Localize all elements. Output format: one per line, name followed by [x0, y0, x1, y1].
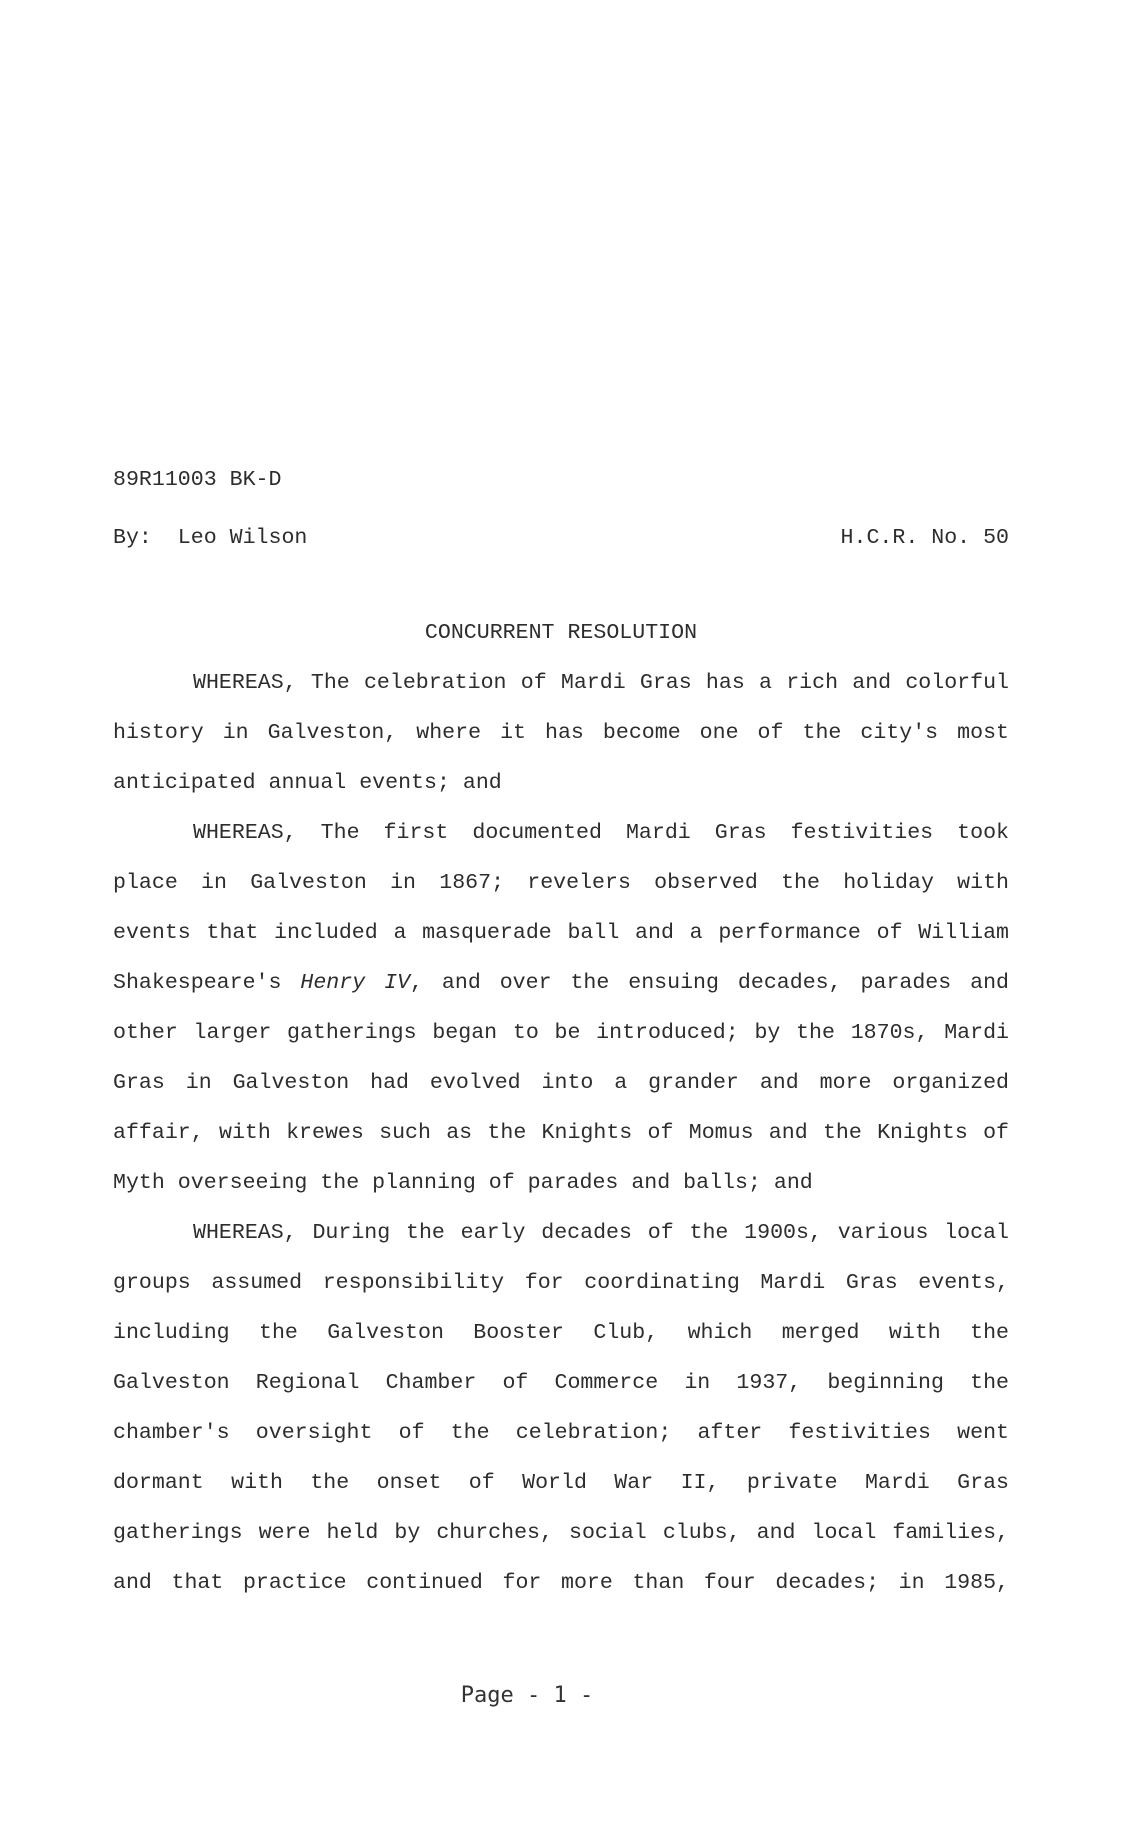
draft-number: 89R11003 BK-D: [113, 468, 282, 492]
body-text: anticipated annual events; and: [113, 771, 502, 795]
body-text: chamber's oversight of the celebration; after festivities went: [113, 1421, 1009, 1445]
body-text: groups assumed responsibility for coordinating Mardi Gras events,: [113, 1271, 1009, 1295]
body-line: [113, 708, 1009, 758]
body-text: Myth overseeing the planning of parades and balls; and: [113, 1171, 813, 1195]
body-text: gatherings were held by churches, social clubs, and local families,: [113, 1521, 1009, 1545]
body-line: [113, 1558, 1009, 1608]
body-line: [113, 1408, 1009, 1458]
resolution-title: CONCURRENT RESOLUTION: [424, 621, 698, 645]
body-text: Gras in Galveston had evolved into a grander and more organized: [113, 1071, 1009, 1095]
body-line: [113, 1058, 1009, 1108]
body-text: affair, with krewes such as the Knights of Momus and the Knights of: [113, 1121, 1009, 1145]
italic-text: Henry IV: [300, 971, 411, 995]
body-text: history in Galveston, where it has become one of the city's most: [113, 721, 1009, 745]
body-text: Galveston Regional Chamber of Commerce in 1937, beginning the: [113, 1371, 1009, 1395]
bill-number: H.C.R. No. 50: [840, 526, 1009, 550]
body-text: events that included a masquerade ball and a performance of William: [113, 921, 1009, 945]
body-line: [113, 658, 1009, 708]
body-text: Shakespeare's: [113, 971, 301, 995]
body-line: [113, 958, 1009, 1008]
body-text: place in Galveston in 1867; revelers observed the holiday with: [113, 871, 1009, 895]
body-text: including the Galveston Booster Club, which merged with the: [113, 1321, 1009, 1345]
body-text: , and over the ensuing decades, parades and: [410, 971, 1009, 995]
author-name: By: Leo Wilson: [113, 526, 308, 550]
body-line: [113, 1108, 1009, 1158]
resolution-text: [113, 608, 1009, 1608]
body-text: dormant with the onset of World War II, private Mardi Gras: [113, 1471, 1009, 1495]
byline-row: [113, 513, 1009, 563]
body-text: WHEREAS, The celebration of Mardi Gras has a rich and colorful: [193, 671, 1009, 695]
body-line: [113, 1358, 1009, 1408]
body-line: [113, 808, 1009, 858]
page-number: Page - 1 -: [460, 1683, 594, 1708]
body-line: [113, 1258, 1009, 1308]
body-line: [113, 1008, 1009, 1058]
body-text: other larger gatherings began to be introduced; by the 1870s, Mardi: [113, 1021, 1009, 1045]
body-text: and that practice continued for more than four decades; in 1985,: [113, 1571, 1009, 1595]
body-text: WHEREAS, The first documented Mardi Gras festivities took: [193, 821, 1009, 845]
body-line: [113, 1208, 1009, 1258]
body-line: [113, 908, 1009, 958]
body-line: [113, 1508, 1009, 1558]
body-text: WHEREAS, During the early decades of the 1900s, various local: [193, 1221, 1009, 1245]
body-line: [113, 1308, 1009, 1358]
body-line: [113, 758, 1009, 808]
body-line: [113, 858, 1009, 908]
body-line: [113, 1158, 1009, 1208]
body-line: [113, 1458, 1009, 1508]
resolution-body: [113, 658, 1009, 1608]
